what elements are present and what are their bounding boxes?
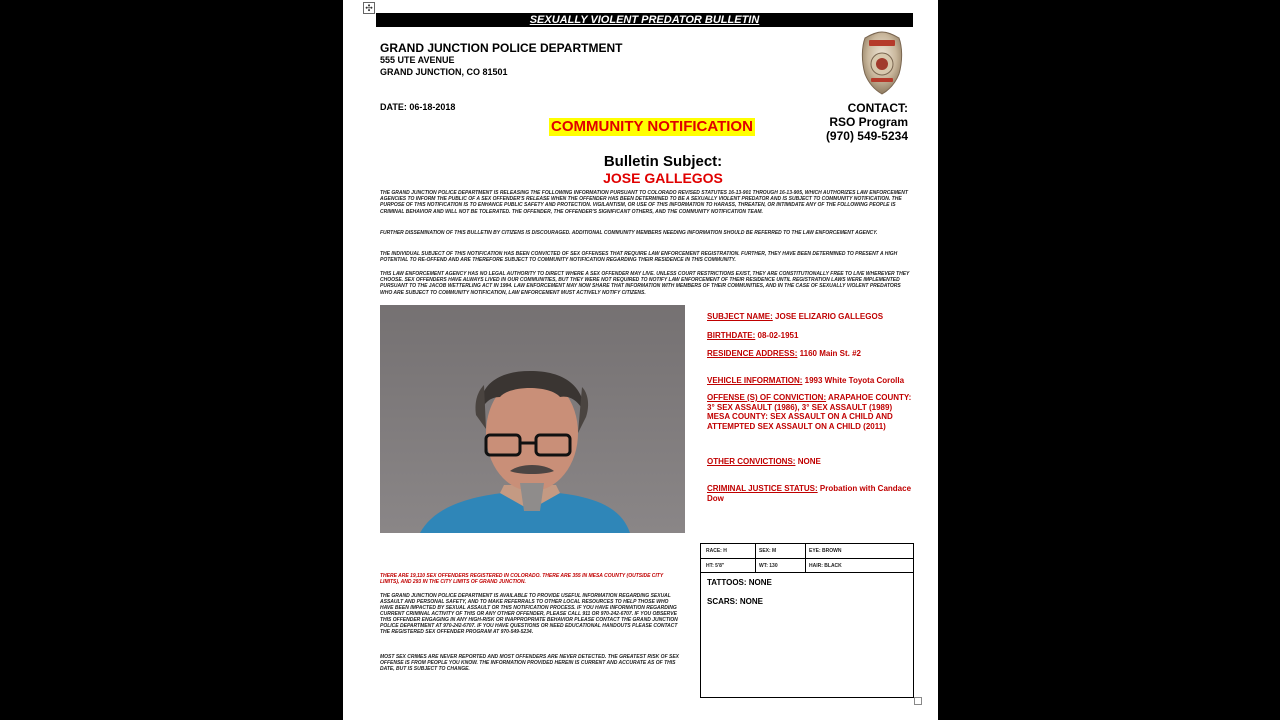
offense-field <box>707 393 912 431</box>
subject-name-value: JOSE ELIZARIO GALLEGOS <box>775 312 884 321</box>
scars-field: SCARS: NONE <box>707 597 764 606</box>
police-badge-icon <box>859 30 905 96</box>
subject-photo <box>380 305 685 533</box>
residence-field <box>707 349 912 359</box>
move-handle-icon[interactable]: ✣ <box>363 2 375 14</box>
legal-paragraph-2: FURTHER DISSEMINATION OF THIS BULLETIN BY CITIZENS IS DISCOURAGED. ADDITIONAL COMMUNITY MEMBERS NEEDING INFORMATION SHOULD BE REFERRED TO THE LAW ENFORCEMENT AGENCY. <box>380 230 878 236</box>
legal-paragraph-4: THIS LAW ENFORCEMENT AGENCY HAS NO LEGAL AUTHORITY TO DIRECT WHERE A SEX OFFENDER MAY LIVE. UNLESS COURT RESTRICTIONS EXIST, THEY ARE CONSTITUTIONALLY FREE TO LIVE WHEREVER THEY CHOOSE. SEX OFFENDERS HAVE ALWAYS LIVED IN OUR COMMUNITIES, BUT THEY WERE NOT REQUIRED TO NOTIFY LAW ENFORCEMENT OF THEIR RESIDENCE UNTIL REGISTRATION LAWS WERE IMPLEMENTED PURSUANT TO THE JACOB WETTERLING ACT IN 1994. LAW ENFORCEMENT MAY NOW SHARE THAT INFORMATION WITH MEMBERS OF THEIR COMMUNITIES, AND IN THE CASE OF SEXUALLY VIOLENT PREDATORS WHO ARE SUBJECT TO COMMUNITY NOTIFICATION, LAW ENFORCEMENT MUST ACTIVELY NOTIFY CITIZENS. <box>380 271 910 296</box>
residence-label: RESIDENCE ADDRESS: <box>707 349 798 358</box>
tattoos-field: TATTOOS: NONE <box>707 578 772 587</box>
contact-label: CONTACT: <box>847 101 908 115</box>
race-cell: RACE: H <box>706 548 727 554</box>
criminal-justice-field <box>707 484 912 503</box>
sex-cell: SEX: M <box>759 548 777 554</box>
height-cell: HT: 5'8" <box>706 563 725 569</box>
department-name: GRAND JUNCTION POLICE DEPARTMENT <box>380 41 623 55</box>
bulletin-subject-label <box>343 153 983 170</box>
eye-cell: EYE: BROWN <box>809 548 842 554</box>
stats-vdivider-2 <box>805 544 806 572</box>
birthdate-field <box>707 331 912 341</box>
subject-name-label: SUBJECT NAME: <box>707 312 773 321</box>
criminal-justice-value: Probation with Candace Dow <box>707 484 912 503</box>
hair-cell: HAIR: BLACK <box>809 563 842 569</box>
community-notification-banner: COMMUNITY NOTIFICATION <box>551 118 753 135</box>
stats-row-1 <box>701 544 913 558</box>
department-resources-paragraph: THE GRAND JUNCTION POLICE DEPARTMENT IS AVAILABLE TO PROVIDE USEFUL INFORMATION REGARDING SEXUAL ASSAULT AND PERSONAL SAFETY, AND TO MAKE REFERRALS TO OTHER LOCAL RESOURCES TO HELP THOSE WHO HAVE BEEN IMPACTED BY SEXUAL ASSAULT OR THIS NOTIFICATION PROCESS. IF YOU HAVE INFORMATION REGARDING CURRENT CRIMINAL ACTIVITY OF THIS OR ANY OTHER OFFENDER, PLEASE CALL 911 OR 970-242-6707. IF YOU OBSERVE THIS OFFENDER ENGAGING IN ANY HIGH-RISK OR INAPPROPRIATE BEHAVIOR PLEASE CONTACT THE GRAND JUNCTION POLICE DEPARTMENT AT 970-242-6707. IF YOU HAVE QUESTIONS OR NEED EDUCATIONAL HANDOUTS PLEASE CONTACT THE REGISTERED SEX OFFENDER PROGRAM AT 970-549-5234. <box>380 593 678 635</box>
disclaimer-paragraph: MOST SEX CRIMES ARE NEVER REPORTED AND MOST OFFENDERS ARE NEVER DETECTED. THE GREATEST RISK OF SEX OFFENSE IS FROM PEOPLE YOU KNOW. THE INFORMATION PROVIDED HEREIN IS CURRENT AND ACCURATE AS OF THIS DATE, BUT IS SUBJECT TO CHANGE. <box>380 654 680 672</box>
legal-paragraph-3: THE INDIVIDUAL SUBJECT OF THIS NOTIFICATION HAS BEEN CONVICTED OF SEX OFFENSES THAT REQUIRE LAW ENFORCEMENT REGISTRATION. FURTHER, THEY HAVE BEEN DETERMINED TO PRESENT A HIGH POTENTIAL TO RE-OFFEND AND ARE THEREFORE SUBJECT TO COMMUNITY NOTIFICATION REGARDING THEIR RESIDENCE IN THIS COMMUNITY. <box>380 251 898 264</box>
contact-block <box>826 101 908 143</box>
bulletin-subject-name-text: JOSE GALLEGOS <box>603 170 723 186</box>
other-convictions-value: NONE <box>797 457 821 466</box>
vehicle-field <box>707 376 912 386</box>
stats-row-2 <box>701 559 913 573</box>
vehicle-label: VEHICLE INFORMATION: <box>707 376 803 385</box>
offense-value-2: MESA COUNTY: SEX ASSAULT ON A CHILD AND ATTEMPTED SEX ASSAULT ON A CHILD (2011) <box>707 412 893 431</box>
offense-label: OFFENSE (S) OF CONVICTION: <box>707 393 827 402</box>
offense-value-1: ARAPAHOE COUNTY: 3° SEX ASSAULT (1986), 3° SEX ASSAULT (1989) <box>707 393 912 412</box>
bulletin-date: DATE: 06-18-2018 <box>380 102 456 112</box>
birthdate-label: BIRTHDATE: <box>707 331 756 340</box>
address-line1: 555 UTE AVENUE <box>380 55 455 65</box>
subject-name-field <box>707 312 912 322</box>
physical-description-table <box>700 543 914 698</box>
vehicle-value: 1993 White Toyota Corolla <box>804 376 905 385</box>
address-line2: GRAND JUNCTION, CO 81501 <box>380 67 508 77</box>
contact-program: RSO Program <box>829 115 908 129</box>
weight-cell: WT: 130 <box>759 563 778 569</box>
residence-value: 1160 Main St. #2 <box>799 349 861 358</box>
bulletin-title: SEXUALLY VIOLENT PREDATOR BULLETIN <box>376 13 913 27</box>
stats-vdivider-1 <box>755 544 756 572</box>
registry-count-paragraph: THERE ARE 19,110 SEX OFFENDERS REGISTERED IN COLORADO. THERE ARE 355 IN MESA COUNTY (OUTSIDE CITY LIMITS), AND 293 IN THE CITY LIMITS OF GRAND JUNCTION. <box>380 573 664 585</box>
subject-photo-image <box>380 305 685 533</box>
bulletin-subject-text: Bulletin Subject: <box>603 153 723 170</box>
other-convictions-field <box>707 457 912 467</box>
birthdate-value: 08-02-1951 <box>757 331 799 340</box>
table-resize-handle-icon[interactable] <box>914 697 922 705</box>
other-convictions-label: OTHER CONVICTIONS: <box>707 457 796 466</box>
contact-phone: (970) 549-5234 <box>825 129 908 143</box>
criminal-justice-label: CRIMINAL JUSTICE STATUS: <box>707 484 818 493</box>
stats-divider-2 <box>701 572 913 573</box>
document-page <box>343 0 938 720</box>
bulletin-subject-name <box>343 170 983 186</box>
legal-paragraph-1: THE GRAND JUNCTION POLICE DEPARTMENT IS RELEASING THE FOLLOWING INFORMATION PURSUANT TO COLORADO REVISED STATUTES 16-13-901 THROUGH 16-13-905, WHICH AUTHORIZES LAW ENFORCEMENT AGENCIES TO INFORM THE PUBLIC OF A SEX OFFENDER'S RELEASE WHEN THE OFFENDER HAS BEEN DETERMINED TO BE A SEXUALLY VIOLENT PREDATOR AND IS SUBJECT TO COMMUNITY NOTIFICATION. THE PURPOSE OF THIS NOTIFICATION IS TO ENHANCE PUBLIC SAFETY AND PROTECTION. VIGILANTISM, OR USE OF THIS INFORMATION TO HARASS, THREATEN, OR INTIMIDATE ANY OF THE FOLLOWING PEOPLE IS CRIMINAL BEHAVIOR AND WILL NOT BE TOLERATED. THE OFFENDER, THE OFFENDER'S SIGNIFICANT OTHERS, AND THE COMMUNITY NOTIFICATION TEAM. <box>380 190 908 215</box>
